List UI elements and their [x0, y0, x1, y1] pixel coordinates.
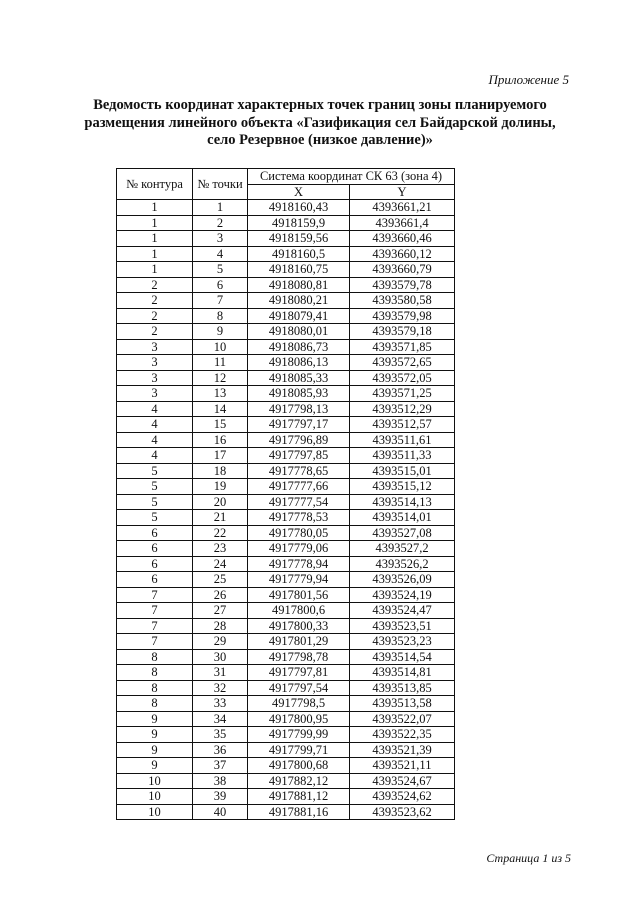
cell-contour: 7 [117, 587, 193, 603]
cell-x: 4918080,01 [248, 324, 350, 340]
cell-y: 4393580,58 [350, 293, 455, 309]
cell-y: 4393511,33 [350, 448, 455, 464]
cell-x: 4918159,56 [248, 231, 350, 247]
cell-point: 35 [193, 727, 248, 743]
table-row [117, 618, 455, 634]
table-row [117, 215, 455, 231]
cell-point: 34 [193, 711, 248, 727]
cell-x: 4917881,16 [248, 804, 350, 820]
cell-point: 39 [193, 789, 248, 805]
cell-x: 4918080,21 [248, 293, 350, 309]
cell-x: 4917797,54 [248, 680, 350, 696]
cell-x: 4918160,5 [248, 246, 350, 262]
cell-y: 4393660,12 [350, 246, 455, 262]
cell-y: 4393660,46 [350, 231, 455, 247]
cell-y: 4393526,2 [350, 556, 455, 572]
cell-y: 4393522,35 [350, 727, 455, 743]
cell-x: 4917797,81 [248, 665, 350, 681]
cell-point: 5 [193, 262, 248, 278]
cell-point: 21 [193, 510, 248, 526]
cell-point: 29 [193, 634, 248, 650]
cell-point: 38 [193, 773, 248, 789]
cell-y: 4393524,62 [350, 789, 455, 805]
table-row [117, 417, 455, 433]
cell-contour: 6 [117, 541, 193, 557]
cell-contour: 1 [117, 231, 193, 247]
cell-y: 4393511,61 [350, 432, 455, 448]
cell-contour: 4 [117, 432, 193, 448]
cell-point: 33 [193, 696, 248, 712]
title-line-2: размещения линейного объекта «Газификация сел Байдарской долины, [84, 114, 556, 131]
cell-x: 4917800,33 [248, 618, 350, 634]
cell-point: 31 [193, 665, 248, 681]
cell-point: 11 [193, 355, 248, 371]
header-coordinate-system: Система координат СК 63 (зона 4) [248, 169, 455, 185]
cell-x: 4917778,65 [248, 463, 350, 479]
header-y: Y [350, 184, 455, 200]
table-row [117, 231, 455, 247]
cell-y: 4393661,21 [350, 200, 455, 216]
table-row [117, 541, 455, 557]
cell-contour: 5 [117, 494, 193, 510]
cell-point: 19 [193, 479, 248, 495]
table-row [117, 494, 455, 510]
cell-contour: 7 [117, 618, 193, 634]
cell-x: 4917780,05 [248, 525, 350, 541]
table-row [117, 556, 455, 572]
cell-contour: 5 [117, 463, 193, 479]
cell-y: 4393513,85 [350, 680, 455, 696]
cell-contour: 8 [117, 696, 193, 712]
cell-y: 4393660,79 [350, 262, 455, 278]
cell-contour: 10 [117, 773, 193, 789]
cell-contour: 1 [117, 215, 193, 231]
table-row [117, 711, 455, 727]
cell-y: 4393571,25 [350, 386, 455, 402]
table-row [117, 262, 455, 278]
cell-point: 2 [193, 215, 248, 231]
cell-point: 12 [193, 370, 248, 386]
cell-y: 4393512,29 [350, 401, 455, 417]
cell-point: 28 [193, 618, 248, 634]
cell-y: 4393579,78 [350, 277, 455, 293]
cell-y: 4393579,18 [350, 324, 455, 340]
cell-point: 26 [193, 587, 248, 603]
cell-y: 4393515,12 [350, 479, 455, 495]
cell-contour: 6 [117, 556, 193, 572]
page-number: Страница 1 из 5 [486, 851, 571, 865]
cell-point: 1 [193, 200, 248, 216]
header-contour: № контура [117, 169, 193, 200]
cell-y: 4393661,4 [350, 215, 455, 231]
table-row [117, 572, 455, 588]
cell-y: 4393514,01 [350, 510, 455, 526]
cell-contour: 2 [117, 293, 193, 309]
cell-y: 4393521,11 [350, 758, 455, 774]
table-row [117, 200, 455, 216]
cell-x: 4917779,06 [248, 541, 350, 557]
cell-y: 4393524,67 [350, 773, 455, 789]
cell-point: 6 [193, 277, 248, 293]
cell-y: 4393512,57 [350, 417, 455, 433]
table-row [117, 510, 455, 526]
cell-x: 4917778,53 [248, 510, 350, 526]
table-row [117, 804, 455, 820]
cell-x: 4918159,9 [248, 215, 350, 231]
cell-contour: 4 [117, 448, 193, 464]
cell-y: 4393523,51 [350, 618, 455, 634]
cell-point: 27 [193, 603, 248, 619]
cell-point: 18 [193, 463, 248, 479]
table-row [117, 665, 455, 681]
cell-contour: 2 [117, 308, 193, 324]
cell-y: 4393526,09 [350, 572, 455, 588]
cell-contour: 3 [117, 386, 193, 402]
header-point: № точки [193, 169, 248, 200]
cell-x: 4917801,56 [248, 587, 350, 603]
cell-point: 15 [193, 417, 248, 433]
cell-y: 4393527,2 [350, 541, 455, 557]
table-row [117, 293, 455, 309]
cell-contour: 2 [117, 324, 193, 340]
table-row [117, 432, 455, 448]
cell-contour: 9 [117, 758, 193, 774]
cell-point: 10 [193, 339, 248, 355]
cell-contour: 8 [117, 665, 193, 681]
cell-contour: 10 [117, 789, 193, 805]
cell-point: 9 [193, 324, 248, 340]
table-row [117, 587, 455, 603]
cell-x: 4917777,54 [248, 494, 350, 510]
cell-x: 4917798,78 [248, 649, 350, 665]
cell-x: 4918160,75 [248, 262, 350, 278]
cell-y: 4393523,23 [350, 634, 455, 650]
cell-x: 4917796,89 [248, 432, 350, 448]
cell-contour: 3 [117, 355, 193, 371]
table-row [117, 246, 455, 262]
cell-y: 4393521,39 [350, 742, 455, 758]
cell-contour: 4 [117, 417, 193, 433]
cell-contour: 9 [117, 742, 193, 758]
cell-x: 4918160,43 [248, 200, 350, 216]
cell-y: 4393572,65 [350, 355, 455, 371]
cell-x: 4917881,12 [248, 789, 350, 805]
cell-x: 4918080,81 [248, 277, 350, 293]
cell-contour: 1 [117, 262, 193, 278]
cell-point: 7 [193, 293, 248, 309]
cell-point: 16 [193, 432, 248, 448]
cell-y: 4393579,98 [350, 308, 455, 324]
cell-x: 4917799,99 [248, 727, 350, 743]
table-row [117, 742, 455, 758]
cell-contour: 6 [117, 572, 193, 588]
table-row [117, 634, 455, 650]
table-row [117, 758, 455, 774]
table-row [117, 603, 455, 619]
cell-point: 22 [193, 525, 248, 541]
table-row [117, 479, 455, 495]
cell-point: 23 [193, 541, 248, 557]
cell-contour: 3 [117, 339, 193, 355]
cell-x: 4917779,94 [248, 572, 350, 588]
cell-y: 4393527,08 [350, 525, 455, 541]
cell-contour: 8 [117, 649, 193, 665]
table-row [117, 448, 455, 464]
cell-x: 4918085,93 [248, 386, 350, 402]
cell-x: 4917800,68 [248, 758, 350, 774]
cell-x: 4917882,12 [248, 773, 350, 789]
table-row [117, 401, 455, 417]
cell-x: 4917777,66 [248, 479, 350, 495]
cell-point: 36 [193, 742, 248, 758]
table-row [117, 773, 455, 789]
cell-contour: 9 [117, 711, 193, 727]
title-line-1: Ведомость координат характерных точек границ зоны планируемого [93, 97, 547, 113]
cell-point: 13 [193, 386, 248, 402]
table-row [117, 463, 455, 479]
cell-y: 4393514,81 [350, 665, 455, 681]
cell-y: 4393524,19 [350, 587, 455, 603]
cell-y: 4393523,62 [350, 804, 455, 820]
table-row [117, 680, 455, 696]
cell-point: 40 [193, 804, 248, 820]
cell-contour: 7 [117, 634, 193, 650]
title-line-3: село Резервное (низкое давление)» [207, 132, 433, 148]
table-row [117, 386, 455, 402]
cell-x: 4917778,94 [248, 556, 350, 572]
cell-contour: 1 [117, 200, 193, 216]
cell-contour: 5 [117, 510, 193, 526]
cell-x: 4918086,13 [248, 355, 350, 371]
table-row [117, 649, 455, 665]
document-title [60, 97, 580, 150]
header-x: X [248, 184, 350, 200]
table-row [117, 789, 455, 805]
cell-point: 30 [193, 649, 248, 665]
appendix-label: Приложение 5 [488, 72, 569, 87]
cell-y: 4393572,05 [350, 370, 455, 386]
cell-x: 4918086,73 [248, 339, 350, 355]
cell-y: 4393514,13 [350, 494, 455, 510]
cell-point: 17 [193, 448, 248, 464]
cell-x: 4917798,5 [248, 696, 350, 712]
cell-contour: 4 [117, 401, 193, 417]
cell-x: 4918079,41 [248, 308, 350, 324]
cell-contour: 5 [117, 479, 193, 495]
table-row [117, 339, 455, 355]
cell-x: 4917799,71 [248, 742, 350, 758]
table-row [117, 696, 455, 712]
cell-point: 3 [193, 231, 248, 247]
cell-point: 20 [193, 494, 248, 510]
cell-y: 4393515,01 [350, 463, 455, 479]
cell-x: 4917797,17 [248, 417, 350, 433]
cell-contour: 1 [117, 246, 193, 262]
cell-contour: 2 [117, 277, 193, 293]
table-row [117, 727, 455, 743]
table-row [117, 525, 455, 541]
cell-contour: 8 [117, 680, 193, 696]
cell-point: 14 [193, 401, 248, 417]
cell-point: 24 [193, 556, 248, 572]
coordinates-table [116, 168, 455, 820]
cell-x: 4918085,33 [248, 370, 350, 386]
table-row [117, 370, 455, 386]
cell-contour: 7 [117, 603, 193, 619]
cell-point: 4 [193, 246, 248, 262]
cell-x: 4917800,6 [248, 603, 350, 619]
table-row [117, 355, 455, 371]
cell-y: 4393522,07 [350, 711, 455, 727]
cell-y: 4393513,58 [350, 696, 455, 712]
cell-y: 4393514,54 [350, 649, 455, 665]
cell-contour: 10 [117, 804, 193, 820]
cell-point: 37 [193, 758, 248, 774]
table-row [117, 324, 455, 340]
cell-point: 25 [193, 572, 248, 588]
cell-x: 4917798,13 [248, 401, 350, 417]
cell-x: 4917797,85 [248, 448, 350, 464]
cell-y: 4393571,85 [350, 339, 455, 355]
cell-contour: 9 [117, 727, 193, 743]
cell-y: 4393524,47 [350, 603, 455, 619]
table-row [117, 308, 455, 324]
table-row [117, 277, 455, 293]
cell-point: 8 [193, 308, 248, 324]
cell-point: 32 [193, 680, 248, 696]
cell-x: 4917800,95 [248, 711, 350, 727]
table-body [117, 200, 455, 820]
cell-x: 4917801,29 [248, 634, 350, 650]
cell-contour: 6 [117, 525, 193, 541]
cell-contour: 3 [117, 370, 193, 386]
